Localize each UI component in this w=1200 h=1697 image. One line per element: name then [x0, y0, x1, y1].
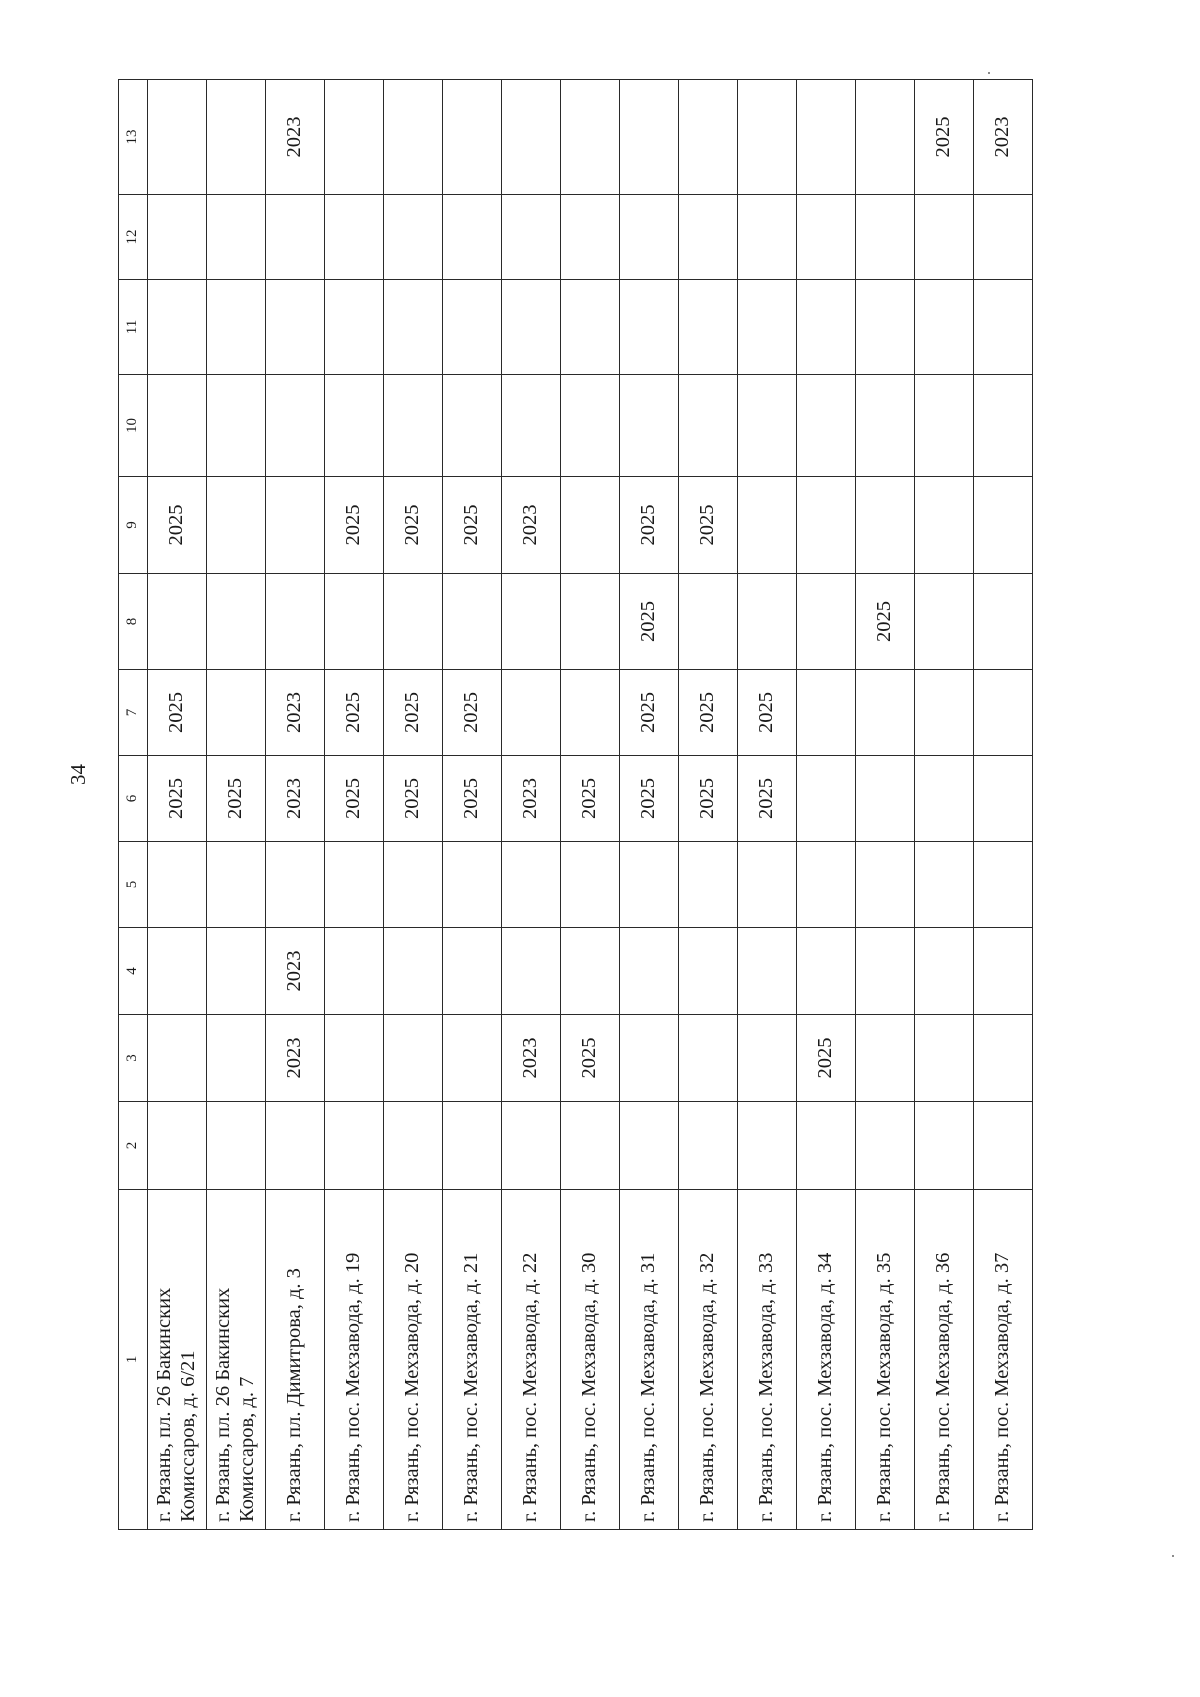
- year-cell-col-2: [325, 1102, 384, 1190]
- year-cell-col-12: [443, 195, 502, 280]
- year-cell-col-9: 2025: [148, 477, 207, 574]
- column-number-9: 9: [119, 477, 148, 574]
- year-cell-col-13: [325, 80, 384, 195]
- year-cell-col-6: 2023: [266, 756, 325, 842]
- rotated-table-wrapper: [118, 80, 1068, 1530]
- year-cell-col-2: [561, 1102, 620, 1190]
- year-cell-col-10: [797, 375, 856, 477]
- year-cell-col-7: 2025: [679, 670, 738, 756]
- year-cell-col-5: [797, 842, 856, 928]
- year-cell-col-5: [502, 842, 561, 928]
- year-cell-col-12: [974, 195, 1033, 280]
- year-cell-col-11: [148, 280, 207, 375]
- year-cell-col-7: 2023: [266, 670, 325, 756]
- year-cell-col-3: [738, 1015, 797, 1102]
- year-cell-col-2: [974, 1102, 1033, 1190]
- year-cell-col-8: 2025: [620, 574, 679, 670]
- year-cell-col-5: [974, 842, 1033, 928]
- year-cell-col-3: 2025: [797, 1015, 856, 1102]
- year-cell-col-9: 2023: [502, 477, 561, 574]
- year-cell-col-7: 2025: [384, 670, 443, 756]
- year-cell-col-5: [856, 842, 915, 928]
- year-cell-col-12: [561, 195, 620, 280]
- year-cell-col-9: 2025: [443, 477, 502, 574]
- year-cell-col-11: [207, 280, 266, 375]
- year-cell-col-11: [738, 280, 797, 375]
- year-cell-col-4: [797, 928, 856, 1015]
- year-cell-col-10: [620, 375, 679, 477]
- address-cell: г. Рязань, пос. Мехзавода, д. 22: [502, 1190, 561, 1530]
- year-cell-col-7: 2025: [443, 670, 502, 756]
- year-cell-col-12: [856, 195, 915, 280]
- year-cell-col-2: [502, 1102, 561, 1190]
- year-cell-col-11: [561, 280, 620, 375]
- year-cell-col-13: [679, 80, 738, 195]
- year-cell-col-10: [148, 375, 207, 477]
- year-cell-col-11: [679, 280, 738, 375]
- table-row: [148, 80, 207, 1530]
- year-cell-col-5: [148, 842, 207, 928]
- year-cell-col-12: [207, 195, 266, 280]
- year-cell-col-7: [561, 670, 620, 756]
- year-cell-col-4: [148, 928, 207, 1015]
- table-row: [856, 80, 915, 1530]
- year-cell-col-4: [561, 928, 620, 1015]
- year-cell-col-7: 2025: [620, 670, 679, 756]
- year-cell-col-10: [915, 375, 974, 477]
- year-cell-col-4: [384, 928, 443, 1015]
- year-cell-col-5: [384, 842, 443, 928]
- year-cell-col-13: [384, 80, 443, 195]
- year-cell-col-8: [384, 574, 443, 670]
- year-cell-col-12: [679, 195, 738, 280]
- year-cell-col-3: 2023: [502, 1015, 561, 1102]
- year-cell-col-2: [620, 1102, 679, 1190]
- year-cell-col-9: [738, 477, 797, 574]
- year-cell-col-3: [384, 1015, 443, 1102]
- year-cell-col-8: [797, 574, 856, 670]
- year-cell-col-3: [148, 1015, 207, 1102]
- table-row: [443, 80, 502, 1530]
- year-cell-col-13: [797, 80, 856, 195]
- year-cell-col-6: 2025: [620, 756, 679, 842]
- year-cell-col-10: [384, 375, 443, 477]
- year-cell-col-6: 2025: [325, 756, 384, 842]
- table-row: [915, 80, 974, 1530]
- address-cell: г. Рязань, пос. Мехзавода, д. 21: [443, 1190, 502, 1530]
- year-cell-col-12: [738, 195, 797, 280]
- year-cell-col-10: [325, 375, 384, 477]
- year-cell-col-10: [679, 375, 738, 477]
- column-number-10: 10: [119, 375, 148, 477]
- year-cell-col-6: [856, 756, 915, 842]
- year-cell-col-2: [679, 1102, 738, 1190]
- year-cell-col-6: 2025: [207, 756, 266, 842]
- year-cell-col-4: [738, 928, 797, 1015]
- year-cell-col-11: [443, 280, 502, 375]
- year-cell-col-13: [502, 80, 561, 195]
- table-row: [974, 80, 1033, 1530]
- year-cell-col-7: [915, 670, 974, 756]
- table-row: [325, 80, 384, 1530]
- address-cell: г. Рязань, пос. Мехзавода, д. 32: [679, 1190, 738, 1530]
- year-cell-col-3: [856, 1015, 915, 1102]
- year-cell-col-4: [325, 928, 384, 1015]
- year-cell-col-10: [561, 375, 620, 477]
- address-cell: г. Рязань, пос. Мехзавода, д. 36: [915, 1190, 974, 1530]
- year-cell-col-13: 2023: [266, 80, 325, 195]
- column-number-5: 5: [119, 842, 148, 928]
- address-cell: г. Рязань, пос. Мехзавода, д. 35: [856, 1190, 915, 1530]
- year-cell-col-6: [974, 756, 1033, 842]
- year-cell-col-10: [443, 375, 502, 477]
- year-cell-col-8: [738, 574, 797, 670]
- year-cell-col-5: [738, 842, 797, 928]
- year-cell-col-7: [856, 670, 915, 756]
- year-cell-col-2: [915, 1102, 974, 1190]
- year-cell-col-6: 2025: [738, 756, 797, 842]
- year-cell-col-11: [266, 280, 325, 375]
- scan-speck: [988, 72, 990, 74]
- year-cell-col-6: [915, 756, 974, 842]
- year-cell-col-5: [561, 842, 620, 928]
- address-cell: г. Рязань, пос. Мехзавода, д. 33: [738, 1190, 797, 1530]
- table-row: [620, 80, 679, 1530]
- column-number-12: 12: [119, 195, 148, 280]
- column-number-13: 13: [119, 80, 148, 195]
- year-cell-col-11: [502, 280, 561, 375]
- year-cell-col-12: [620, 195, 679, 280]
- year-cell-col-5: [620, 842, 679, 928]
- year-cell-col-10: [207, 375, 266, 477]
- year-cell-col-3: [620, 1015, 679, 1102]
- year-cell-col-4: [915, 928, 974, 1015]
- year-cell-col-7: [797, 670, 856, 756]
- year-cell-col-5: [443, 842, 502, 928]
- year-cell-col-4: [207, 928, 266, 1015]
- year-cell-col-12: [502, 195, 561, 280]
- table-row: [207, 80, 266, 1530]
- year-cell-col-6: 2025: [679, 756, 738, 842]
- year-cell-col-13: 2025: [915, 80, 974, 195]
- year-cell-col-3: [915, 1015, 974, 1102]
- year-cell-col-3: [974, 1015, 1033, 1102]
- year-cell-col-7: [207, 670, 266, 756]
- year-cell-col-9: [856, 477, 915, 574]
- year-cell-col-9: [974, 477, 1033, 574]
- year-cell-col-6: [797, 756, 856, 842]
- year-cell-col-8: [561, 574, 620, 670]
- column-number-1: 1: [119, 1190, 148, 1530]
- year-cell-col-7: [974, 670, 1033, 756]
- column-number-2: 2: [119, 1102, 148, 1190]
- year-cell-col-4: [974, 928, 1033, 1015]
- year-cell-col-5: [266, 842, 325, 928]
- year-cell-col-11: [325, 280, 384, 375]
- year-cell-col-11: [856, 280, 915, 375]
- year-cell-col-8: 2025: [856, 574, 915, 670]
- year-cell-col-4: 2023: [266, 928, 325, 1015]
- year-cell-col-12: [797, 195, 856, 280]
- year-cell-col-8: [502, 574, 561, 670]
- year-cell-col-13: [620, 80, 679, 195]
- scan-speck: [1172, 1555, 1174, 1557]
- year-cell-col-5: [207, 842, 266, 928]
- year-cell-col-9: [266, 477, 325, 574]
- year-cell-col-8: [148, 574, 207, 670]
- year-cell-col-8: [266, 574, 325, 670]
- year-cell-col-9: [561, 477, 620, 574]
- table-row: [738, 80, 797, 1530]
- year-cell-col-8: [207, 574, 266, 670]
- year-cell-col-5: [325, 842, 384, 928]
- year-cell-col-10: [502, 375, 561, 477]
- table-row: [561, 80, 620, 1530]
- year-cell-col-5: [915, 842, 974, 928]
- address-cell: г. Рязань, пос. Мехзавода, д. 30: [561, 1190, 620, 1530]
- year-cell-col-4: [620, 928, 679, 1015]
- year-cell-col-9: 2025: [620, 477, 679, 574]
- table-header-row: [119, 80, 148, 1530]
- year-cell-col-7: 2025: [148, 670, 207, 756]
- year-cell-col-5: [679, 842, 738, 928]
- year-cell-col-6: 2025: [384, 756, 443, 842]
- year-cell-col-13: [738, 80, 797, 195]
- year-cell-col-6: 2023: [502, 756, 561, 842]
- column-number-6: 6: [119, 756, 148, 842]
- year-cell-col-10: [266, 375, 325, 477]
- address-cell: г. Рязань, пл. 26 Бакинских Комиссаров, д. 6/21: [148, 1190, 207, 1530]
- address-cell: г. Рязань, пл. Димитрова, д. 3: [266, 1190, 325, 1530]
- year-cell-col-9: 2025: [679, 477, 738, 574]
- year-cell-col-12: [148, 195, 207, 280]
- column-number-11: 11: [119, 280, 148, 375]
- year-cell-col-6: 2025: [561, 756, 620, 842]
- address-cell: г. Рязань, пл. 26 Бакинских Комиссаров, д. 7: [207, 1190, 266, 1530]
- year-cell-col-11: [974, 280, 1033, 375]
- year-cell-col-7: 2025: [325, 670, 384, 756]
- year-cell-col-10: [856, 375, 915, 477]
- year-cell-col-2: [443, 1102, 502, 1190]
- year-cell-col-9: [207, 477, 266, 574]
- year-cell-col-13: [856, 80, 915, 195]
- year-cell-col-10: [974, 375, 1033, 477]
- table-row: [266, 80, 325, 1530]
- table-row: [679, 80, 738, 1530]
- year-cell-col-12: [266, 195, 325, 280]
- year-cell-col-13: [207, 80, 266, 195]
- year-cell-col-13: [148, 80, 207, 195]
- address-cell: г. Рязань, пос. Мехзавода, д. 20: [384, 1190, 443, 1530]
- year-cell-col-7: [502, 670, 561, 756]
- year-cell-col-3: 2023: [266, 1015, 325, 1102]
- column-number-3: 3: [119, 1015, 148, 1102]
- year-cell-col-2: [207, 1102, 266, 1190]
- year-cell-col-2: [266, 1102, 325, 1190]
- year-cell-col-7: 2025: [738, 670, 797, 756]
- year-cell-col-6: 2025: [148, 756, 207, 842]
- year-cell-col-11: [384, 280, 443, 375]
- year-cell-col-2: [797, 1102, 856, 1190]
- year-cell-col-13: [443, 80, 502, 195]
- address-cell: г. Рязань, пос. Мехзавода, д. 31: [620, 1190, 679, 1530]
- year-cell-col-9: [797, 477, 856, 574]
- year-cell-col-8: [679, 574, 738, 670]
- year-cell-col-9: [915, 477, 974, 574]
- repair-schedule-table: [118, 79, 1033, 1530]
- year-cell-col-4: [443, 928, 502, 1015]
- table-row: [502, 80, 561, 1530]
- year-cell-col-11: [797, 280, 856, 375]
- year-cell-col-3: [325, 1015, 384, 1102]
- year-cell-col-8: [974, 574, 1033, 670]
- year-cell-col-11: [915, 280, 974, 375]
- year-cell-col-12: [384, 195, 443, 280]
- year-cell-col-4: [679, 928, 738, 1015]
- year-cell-col-3: [207, 1015, 266, 1102]
- column-number-7: 7: [119, 670, 148, 756]
- year-cell-col-9: 2025: [325, 477, 384, 574]
- table-row: [797, 80, 856, 1530]
- year-cell-col-8: [325, 574, 384, 670]
- year-cell-col-13: 2023: [974, 80, 1033, 195]
- year-cell-col-2: [384, 1102, 443, 1190]
- year-cell-col-13: [561, 80, 620, 195]
- year-cell-col-2: [856, 1102, 915, 1190]
- table-row: [384, 80, 443, 1530]
- year-cell-col-3: 2025: [561, 1015, 620, 1102]
- year-cell-col-2: [738, 1102, 797, 1190]
- year-cell-col-11: [620, 280, 679, 375]
- year-cell-col-8: [443, 574, 502, 670]
- year-cell-col-9: 2025: [384, 477, 443, 574]
- year-cell-col-3: [443, 1015, 502, 1102]
- year-cell-col-6: 2025: [443, 756, 502, 842]
- address-cell: г. Рязань, пос. Мехзавода, д. 19: [325, 1190, 384, 1530]
- year-cell-col-10: [738, 375, 797, 477]
- page-number: 34: [66, 764, 90, 785]
- year-cell-col-8: [915, 574, 974, 670]
- year-cell-col-12: [915, 195, 974, 280]
- year-cell-col-3: [679, 1015, 738, 1102]
- column-number-4: 4: [119, 928, 148, 1015]
- year-cell-col-12: [325, 195, 384, 280]
- year-cell-col-4: [502, 928, 561, 1015]
- address-cell: г. Рязань, пос. Мехзавода, д. 34: [797, 1190, 856, 1530]
- address-cell: г. Рязань, пос. Мехзавода, д. 37: [974, 1190, 1033, 1530]
- year-cell-col-2: [148, 1102, 207, 1190]
- column-number-8: 8: [119, 574, 148, 670]
- year-cell-col-4: [856, 928, 915, 1015]
